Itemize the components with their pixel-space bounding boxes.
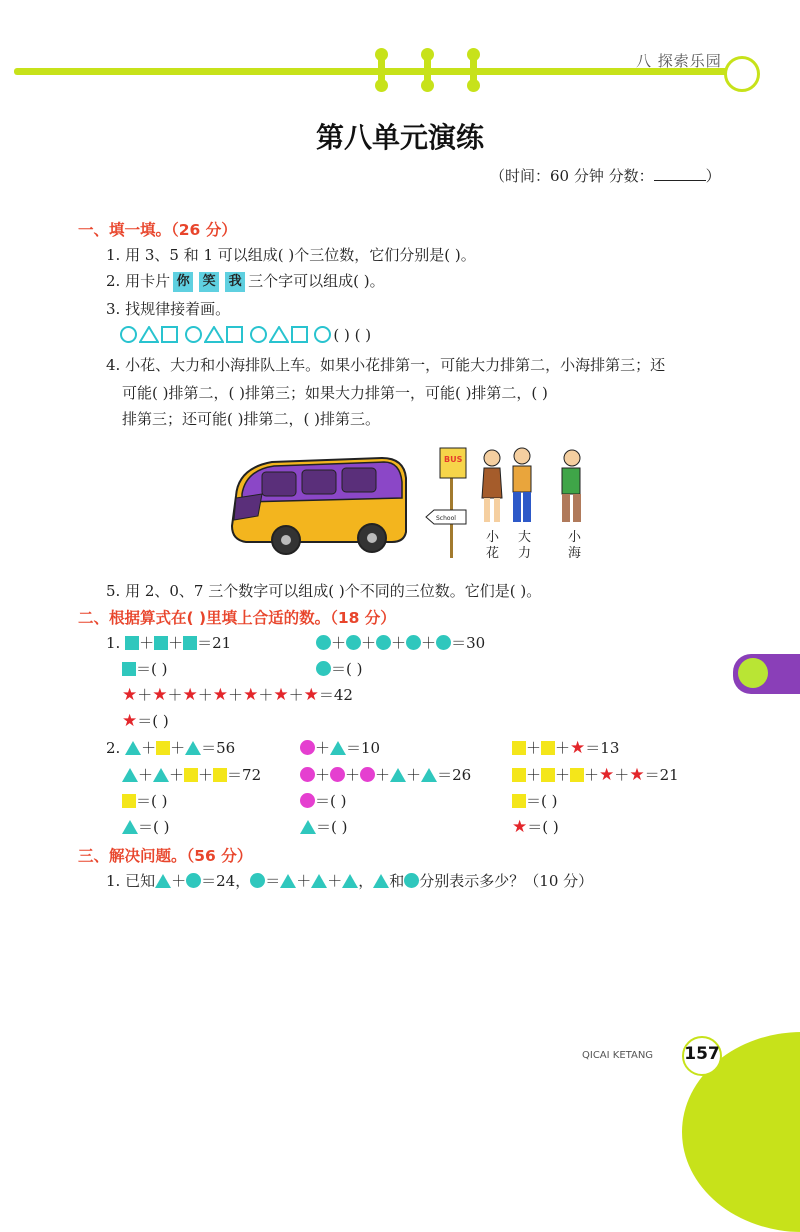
mascot-icon	[724, 56, 760, 92]
q1-text: 和	[389, 872, 405, 890]
page-title: 第八单元演练	[315, 121, 484, 154]
triangle-icon	[204, 326, 224, 343]
kid-label-xiaohai: 小海	[568, 530, 582, 561]
circle-icon	[346, 635, 361, 650]
circle-icon	[314, 326, 331, 343]
kid-xiaohua-icon	[482, 450, 502, 522]
answer-blank[interactable]: ＝( )	[138, 818, 170, 836]
triangle-icon	[421, 768, 437, 782]
square-icon	[161, 326, 178, 343]
ans-triangle[interactable]	[122, 816, 169, 837]
question-1-3: 3. 找规律接着画。	[106, 300, 231, 318]
star-icon: ★	[243, 685, 259, 705]
eq-result: ＝10	[346, 739, 381, 757]
triangle-icon	[125, 741, 141, 755]
kid-xiaohai-icon	[562, 450, 581, 522]
card-ni: 你	[173, 272, 193, 292]
score-blank[interactable]	[654, 166, 706, 181]
square-icon	[125, 636, 139, 650]
eq-e: ＋ ＋★＝13	[512, 737, 619, 758]
bus-icon	[232, 458, 406, 554]
card-wo: 我	[225, 272, 245, 292]
triangle-icon	[269, 326, 289, 343]
bus-illustration	[222, 436, 602, 566]
eq-a: 2. ＋ ＋ ＝56	[106, 739, 236, 757]
section3-heading: 三、解决问题。（56 分）	[78, 847, 253, 865]
square-icon	[226, 326, 243, 343]
star-icon: ★	[599, 765, 615, 785]
eq-result: ＝21	[197, 634, 232, 652]
q1-text: ＝	[265, 872, 281, 890]
star-icon: ★	[629, 765, 645, 785]
bus-stop-sign-icon	[426, 448, 466, 558]
question-1-4-line1: 4. 小花、大力和小海排队上车。如果小花排第一，可能大力排第二，小海排第三；还	[106, 356, 666, 374]
page-number: 157	[684, 1044, 720, 1064]
star-icon: ★	[570, 738, 586, 758]
triangle-icon	[300, 820, 316, 834]
star-icon: ★	[212, 685, 229, 705]
eq-result: ＝56	[201, 739, 236, 757]
circle-icon	[316, 661, 331, 676]
header-pin	[424, 52, 431, 88]
eq-result: ＝72	[227, 766, 262, 784]
square-icon	[154, 636, 168, 650]
circle-icon	[300, 767, 315, 782]
q1-suffix: 分别表示多少？（10 分）	[419, 872, 594, 890]
answer-blank[interactable]: ＝( )	[331, 660, 363, 678]
q1-text: ＝24，	[201, 872, 251, 890]
q-label: 2.	[106, 739, 121, 757]
question-1-4-line3: 排第三；还可能( )排第二，( )排第三。	[122, 410, 380, 428]
star-icon: ★	[303, 685, 319, 705]
square-icon	[512, 741, 526, 755]
triangle-icon	[373, 874, 389, 888]
square-icon	[122, 794, 136, 808]
star-icon: ★	[512, 817, 528, 837]
kid-dali-icon	[513, 448, 531, 522]
pattern-row	[120, 326, 371, 344]
q-label: 1.	[106, 634, 121, 652]
ans-yellow-square[interactable]	[122, 790, 167, 811]
question-1-1: 1. 用 3、5 和 1 可以组成( )个三位数，它们分别是( )。	[106, 246, 476, 264]
star-icon: ★	[152, 685, 168, 705]
triangle-icon	[311, 874, 327, 888]
footer-brand: QICAI KETANG	[582, 1050, 654, 1061]
ans-square[interactable]	[122, 658, 167, 679]
circle-icon	[185, 326, 202, 343]
star-icon: ★	[122, 711, 138, 731]
circle-icon	[406, 635, 421, 650]
eq-result: ＝26	[437, 766, 472, 784]
circle-icon	[300, 740, 315, 755]
square-icon	[213, 768, 227, 782]
eq-b: ＋ ＋ ＋ ＝72	[122, 764, 261, 785]
circle-icon	[186, 873, 201, 888]
header-pin	[378, 52, 385, 88]
triangle-icon	[280, 874, 296, 888]
circle-icon	[360, 767, 375, 782]
eq-result: ＝30	[451, 634, 486, 652]
triangle-icon	[185, 741, 201, 755]
eq-c: ＋ ＝10	[300, 737, 380, 758]
square-icon	[183, 636, 197, 650]
star-icon: ★	[273, 685, 289, 705]
ans-star-2[interactable]	[512, 816, 559, 837]
eq-squares: 1. ＋ ＋ ＝21	[106, 634, 232, 652]
answer-blank[interactable]: ＝( )	[527, 818, 559, 836]
ans-circle[interactable]	[316, 658, 362, 679]
circle-icon	[436, 635, 451, 650]
circle-icon	[250, 326, 267, 343]
question-1-4-line2: 可能( )排第二，( )排第三；如果大力排第一，可能( )排第二，( )	[122, 384, 548, 402]
square-icon	[541, 768, 555, 782]
card-xiao: 笑	[199, 272, 219, 292]
circle-icon	[250, 873, 265, 888]
answer-blank[interactable]: ＝( )	[136, 792, 168, 810]
q1-text: ，	[358, 872, 374, 890]
star-icon: ★	[122, 685, 138, 705]
square-icon	[570, 768, 584, 782]
triangle-icon	[122, 768, 138, 782]
question-3-1: 1. 已知 ＋ ＝24， ＝ ＋ ＋ ， 和 分别表示多少？（10 分）	[106, 872, 594, 890]
section2-heading: 二、根据算式在( )里填上合适的数。（18 分）	[78, 609, 396, 627]
eq-d: ＋ ＋ ＋ ＋ ＝26	[300, 764, 471, 785]
eq-result: ＝42	[318, 686, 353, 704]
triangle-icon	[153, 768, 169, 782]
answer-blank[interactable]: ＝( )	[526, 792, 558, 810]
circle-icon	[330, 767, 345, 782]
triangle-icon	[330, 741, 346, 755]
answer-blank[interactable]: ＝( )	[315, 792, 347, 810]
time-score-text: （时间：60 分钟 分数：	[490, 167, 654, 185]
chapter-label: 八 探索乐园	[636, 52, 722, 70]
square-icon	[156, 741, 170, 755]
question-1-2	[106, 270, 385, 292]
svg-text:BUS: BUS	[444, 455, 463, 464]
eq-stars: ★＋★＋★＋★＋★＋★＋★＝42	[122, 685, 353, 705]
square-icon	[512, 768, 526, 782]
pattern-blanks[interactable]: ( ) ( )	[333, 326, 372, 344]
eq-result: ＝21	[644, 766, 679, 784]
circle-icon	[404, 873, 419, 888]
q2-prefix: 2. 用卡片	[106, 272, 171, 290]
ans-triangle-2[interactable]	[300, 816, 347, 837]
eq-f: ＋ ＋ ＋★＋★＝21	[512, 764, 679, 785]
circle-icon	[300, 793, 315, 808]
answer-blank[interactable]: ＝( )	[316, 818, 348, 836]
q1-prefix: 1. 已知	[106, 872, 156, 890]
header-pin	[470, 52, 477, 88]
triangle-icon	[342, 874, 358, 888]
answer-blank[interactable]: ＝( )	[136, 660, 168, 678]
header-bar	[14, 68, 736, 75]
eq-result: ＝13	[585, 739, 620, 757]
eq-circles: ＋ ＋ ＋ ＋ ＝30	[316, 632, 485, 653]
triangle-icon	[155, 874, 171, 888]
triangle-icon	[139, 326, 159, 343]
triangle-icon	[122, 820, 138, 834]
square-icon	[541, 741, 555, 755]
ans-yellow-square-2[interactable]	[512, 790, 557, 811]
square-icon	[184, 768, 198, 782]
time-score-line	[490, 165, 721, 186]
svg-text:School: School	[436, 515, 456, 522]
square-icon	[512, 794, 526, 808]
kid-label-xiaohua: 小花	[486, 530, 500, 561]
square-icon	[291, 326, 308, 343]
q2-suffix: 三个字可以组成( )。	[248, 272, 385, 290]
ans-pink-circle[interactable]	[300, 790, 346, 811]
answer-blank[interactable]: ＝( )	[137, 712, 169, 730]
section1-heading: 一、填一填。（26 分）	[78, 221, 237, 239]
triangle-icon	[390, 768, 406, 782]
question-1-5: 5. 用 2、0、7 三个数字可以组成( )个不同的三位数。它们是( )。	[106, 582, 542, 600]
star-icon: ★	[182, 685, 198, 705]
time-score-close: ）	[705, 167, 721, 185]
circle-icon	[316, 635, 331, 650]
frog-icon	[738, 658, 768, 688]
circle-icon	[120, 326, 137, 343]
square-icon	[122, 662, 136, 676]
circle-icon	[376, 635, 391, 650]
ans-star[interactable]	[122, 710, 169, 731]
kid-label-dali: 大力	[518, 530, 532, 561]
